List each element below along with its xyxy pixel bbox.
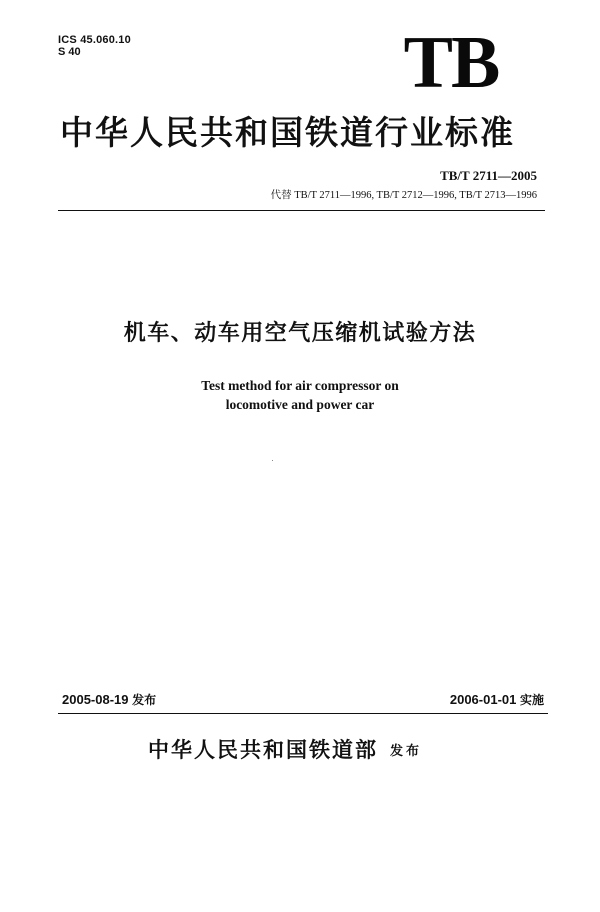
issue-date-value: 2005-08-19 — [62, 692, 129, 707]
bottom-divider — [58, 713, 548, 714]
tb-logo: TB — [403, 22, 499, 104]
english-title-line-2: locomotive and power car — [225, 397, 375, 412]
implementation-date — [450, 692, 544, 708]
implementation-label: 实施 — [519, 693, 544, 707]
publisher — [148, 736, 422, 766]
top-divider — [58, 210, 545, 211]
scan-speck — [272, 460, 273, 461]
standard-category-title: 中华人民共和国铁道行业标准 — [60, 113, 515, 152]
publisher-label: 发布 — [390, 744, 423, 759]
standard-number: TB/T 2711—2005 — [440, 168, 537, 183]
issue-date — [62, 692, 156, 708]
document-title-chinese: 机车、动车用空气压缩机试验方法 — [123, 321, 477, 346]
implementation-date-value: 2006-01-01 — [449, 692, 517, 707]
issue-label: 发布 — [132, 693, 157, 707]
ics-code: ICS 45.060.10 — [58, 34, 131, 46]
english-title-line-1: Test method for air compressor on — [201, 378, 399, 393]
ccs-code: S 40 — [58, 46, 81, 58]
document-title-english — [0, 376, 600, 414]
publisher-name: 中华人民共和国铁道部 — [148, 738, 378, 762]
replaces-standards: 代替 TB/T 2711—1996, TB/T 2712—1996, TB/T 2713—1996 — [270, 190, 537, 201]
